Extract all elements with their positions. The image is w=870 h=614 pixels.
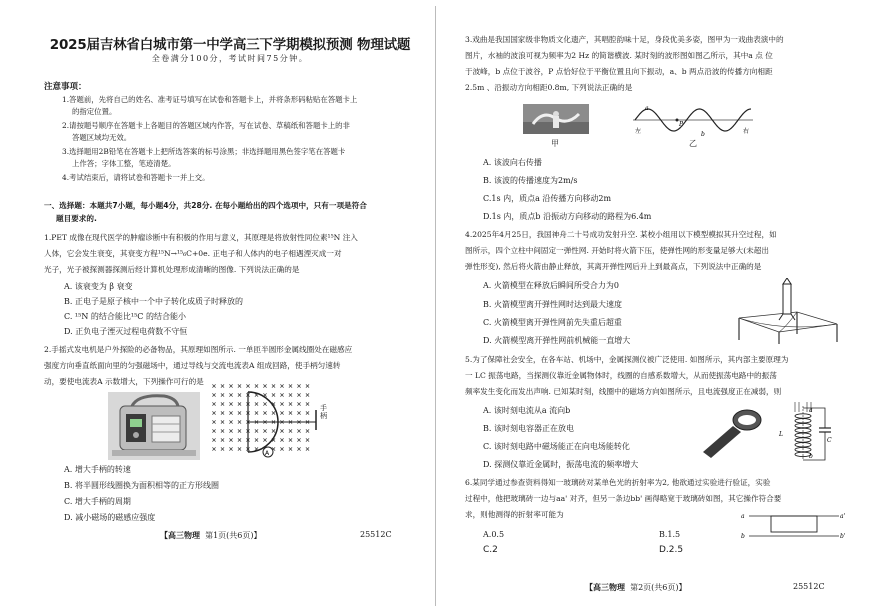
field-cross-mark	[289, 438, 292, 441]
page-2	[437, 0, 870, 614]
wave-point-a: a	[645, 105, 649, 112]
glass-block-diagram	[739, 508, 845, 544]
q4-option-c: C. 火箭模型离开弹性网前先失重后超重	[483, 318, 622, 327]
footer-code: 25512C	[360, 530, 392, 539]
q3-stem-line: 图片，水袖的波浪可视为频率为2 Hz 的简谐横波. 某时刻的波形图如图乙所示，其中a 点 位	[465, 51, 773, 60]
field-cross-mark	[212, 429, 215, 432]
footer-page: 第1页(共6页)】	[205, 531, 262, 540]
field-cross-mark	[229, 429, 232, 432]
q3-stem-line: 2.5m 、沿振动方向相距0.8m, 下列说法正确的是	[465, 83, 633, 92]
field-cross-mark	[263, 384, 266, 387]
field-cross-mark	[229, 438, 232, 441]
field-cross-mark	[238, 420, 241, 423]
field-cross-mark	[221, 447, 224, 450]
field-cross-mark	[212, 438, 215, 441]
metal-detector-photo	[699, 404, 765, 458]
field-cross-mark	[238, 384, 241, 387]
line-b-label: b	[741, 533, 745, 540]
footer-subject: 【高三物理	[585, 583, 625, 592]
opera-photo	[523, 104, 589, 134]
field-cross-mark	[238, 429, 241, 432]
handle-label: 手柄	[320, 404, 327, 420]
field-cross-mark	[297, 438, 300, 441]
field-cross-mark	[212, 411, 215, 414]
q1-stem-line: 1.PET 成像在现代医学的肿瘤诊断中有积极的作用与意义，其原理是将放射性同位素¹⁵N 注入	[44, 233, 358, 242]
q6-option-b: B.1.5	[659, 530, 681, 539]
field-cross-mark	[221, 411, 224, 414]
field-cross-mark	[229, 393, 232, 396]
field-cross-mark	[238, 393, 241, 396]
field-cross-mark	[306, 429, 309, 432]
exam-title: 2025届吉林省白城市第一中学高三下学期模拟预测 物理试题	[49, 37, 411, 53]
field-cross-mark	[289, 429, 292, 432]
q3-option-a: A. 该波向右传播	[483, 158, 542, 167]
q2-stem-line: 动，要使电流表A 示数增大，下列操作可行的是	[44, 377, 204, 386]
q5-stem-line: 一 LC 振荡电路，当探测仪靠近金属物体时，线圈的自感系数增大，从而使振荡电路中的振荡	[465, 371, 777, 380]
field-cross-mark	[229, 402, 232, 405]
figure-yi-label: 乙	[689, 139, 697, 148]
field-cross-mark	[297, 393, 300, 396]
generator-photo	[108, 392, 200, 460]
q1-option-d: D. 正负电子湮灭过程电荷数不守恒	[64, 327, 188, 336]
q5-option-b: B. 该时刻电容器正在放电	[483, 424, 574, 433]
note-line: 上作答；字体工整，笔迹清楚。	[72, 159, 176, 168]
field-cross-mark	[255, 438, 258, 441]
field-cross-mark	[272, 411, 275, 414]
field-cross-mark	[246, 384, 249, 387]
field-cross-mark	[263, 438, 266, 441]
q6-option-a: A.0.5	[483, 530, 505, 539]
field-cross-mark	[255, 402, 258, 405]
field-cross-mark	[255, 384, 258, 387]
field-cross-mark	[280, 411, 283, 414]
column-divider	[435, 6, 436, 606]
note-line: 1.答题前，先将自己的姓名、准考证号填写在试卷和答题卡上，并将条形码粘贴在答题卡上	[62, 95, 358, 104]
wave-point-b: b	[701, 131, 705, 138]
section-heading-cont: 题目要求的.	[56, 214, 97, 223]
field-cross-mark	[297, 384, 300, 387]
field-cross-mark	[297, 429, 300, 432]
q1-stem-line: 光子，光子被探测器探测后经计算机处理形成清晰的图像. 下列说法正确的是	[44, 265, 300, 274]
inductor-label: L	[779, 431, 783, 438]
footer-page: 第2页(共6页)】	[630, 583, 687, 592]
field-cross-mark	[212, 393, 215, 396]
field-cross-mark	[297, 447, 300, 450]
field-cross-mark	[238, 402, 241, 405]
field-cross-mark	[221, 402, 224, 405]
field-cross-mark	[263, 429, 266, 432]
field-cross-mark	[272, 384, 275, 387]
q6-stem-line: 求，则他测得的折射率可能为	[465, 510, 564, 519]
line-a-label: a	[741, 513, 745, 520]
note-line: 2.请按题号顺序在答题卡上各题目的答题区域内作答，写在试卷、草稿纸和答题卡上的非	[62, 121, 350, 130]
circuit-point-b: b	[809, 453, 813, 460]
q1-option-b: B. 正电子是原子核中一个中子转化成质子时释放的	[64, 297, 243, 306]
note-line: 3.选择题用2B铅笔在答题卡上把所选答案的标号涂黑；非选择题用黑色签字笔在答题卡	[62, 147, 346, 156]
field-cross-mark	[306, 384, 309, 387]
field-cross-mark	[212, 402, 215, 405]
q2-option-c: C. 增大手柄的周期	[64, 497, 131, 506]
field-cross-mark	[272, 393, 275, 396]
field-cross-mark	[289, 447, 292, 450]
wave-left-label: 左	[635, 128, 642, 135]
q3-stem-line: 3.戏曲是我国国家级非物质文化遗产，其唱腔韵味十足，身段优美多姿，图甲为一戏曲表演中的	[465, 35, 784, 44]
lc-circuit-diagram	[773, 400, 833, 466]
q6-stem-line: 过程中，他把玻璃砖一边与aa' 对齐，但另一条边bb' 画得略宽于玻璃砖如图，其它操作符合要	[465, 494, 782, 503]
field-cross-mark	[229, 411, 232, 414]
field-cross-mark	[306, 438, 309, 441]
page-footer	[585, 582, 687, 593]
field-cross-mark	[221, 384, 224, 387]
magnetic-field-diagram	[208, 380, 336, 460]
q2-stem-line: 强度方向垂直纸面向里的匀强磁场中，通过导线与交流电流表A 组成回路，使手柄匀速转	[44, 361, 341, 370]
capacitor-label: C	[827, 437, 832, 444]
field-cross-mark	[272, 429, 275, 432]
q6-stem-line: 6.某同学通过参查资料得知一玻璃砖对某单色光的折射率为2, 他欲通过实验进行验证，实验	[465, 478, 771, 487]
field-cross-mark	[280, 447, 283, 450]
field-cross-mark	[306, 447, 309, 450]
q1-stem-line: 人体，它会发生衰变，其衰变方程¹⁵N→¹⁵₆C+0e. 正电子和人体内的电子相遇湮灭成一对	[44, 249, 342, 258]
q4-option-a: A. 火箭模型在释放后瞬间所受合力为0	[483, 281, 619, 290]
q4-stem-line: 图所示，四个立柱中间固定一弹性网. 开始时将火箭下压，使弹性网的形变量足够大(未超出	[465, 246, 769, 255]
q1-option-a: A. 该衰变为 β 衰变	[64, 282, 133, 291]
circuit-point-a: a	[809, 407, 813, 414]
field-cross-mark	[221, 429, 224, 432]
field-cross-mark	[289, 411, 292, 414]
line-a2-label: a'	[840, 513, 845, 520]
q4-option-d: D. 火箭模型离开弹性网前机械能一直增大	[483, 336, 631, 345]
field-cross-mark	[212, 384, 215, 387]
field-cross-mark	[289, 402, 292, 405]
q2-stem-line: 2.手摇式发电机是户外探险的必备物品，其原理如图所示. 一单匝半圆形金属线圈处在磁感应	[44, 345, 353, 354]
field-cross-mark	[289, 384, 292, 387]
q6-option-c: C.2	[483, 545, 498, 555]
q5-option-a: A. 该时刻电流从a 流向b	[483, 406, 571, 415]
field-cross-mark	[238, 411, 241, 414]
q1-option-c: C. ¹⁵N 的结合能比¹⁵C 的结合能小	[64, 312, 186, 321]
note-line: 答题区域均无效。	[72, 133, 132, 142]
field-cross-mark	[306, 411, 309, 414]
q2-option-b: B. 将半圆形线圈换为面积相等的正方形线圈	[64, 481, 219, 490]
figure-jia-label: 甲	[551, 139, 559, 148]
field-cross-mark	[306, 393, 309, 396]
q4-stem-line: 4.2025年4月25日，我国神舟二十号成功发射升空. 某校小组用以下模型模拟其升空过程，如	[465, 230, 777, 239]
field-cross-mark	[221, 393, 224, 396]
field-cross-mark	[212, 420, 215, 423]
q5-option-d: D. 探测仪靠近金属时，振荡电流的频率增大	[483, 460, 639, 469]
q2-option-a: A. 增大手柄的转速	[64, 465, 131, 474]
field-cross-mark	[238, 438, 241, 441]
field-cross-mark	[221, 420, 224, 423]
field-cross-mark	[280, 438, 283, 441]
field-cross-mark	[255, 411, 258, 414]
q3-option-c: C.1s 内，质点a 沿传播方向移动2m	[483, 194, 612, 203]
wave-point-p: P	[679, 121, 684, 128]
note-line: 的指定位置。	[72, 107, 117, 116]
exam-subtitle: 全卷满分100分，考试时间75分钟。	[151, 54, 309, 63]
field-cross-mark	[238, 447, 241, 450]
q6-option-d: D.2.5	[659, 545, 684, 555]
q4-option-b: B. 火箭模型离开弹性网时达到最大速度	[483, 300, 622, 309]
svg-text:A: A	[265, 450, 270, 457]
q2-option-d: D. 减小磁场的磁感应强度	[64, 513, 156, 522]
field-cross-mark	[263, 402, 266, 405]
field-cross-mark	[229, 420, 232, 423]
section-heading: 一、选择题：本题共7小题，每小题4分，共28分. 在每小题给出的四个选项中，只有一项是符合	[44, 201, 367, 210]
rocket-net-diagram	[733, 278, 845, 344]
field-cross-mark	[229, 384, 232, 387]
field-cross-mark	[280, 393, 283, 396]
q5-option-c: C. 该时刻电路中磁场能正在向电场能转化	[483, 442, 630, 451]
q3-stem-line: 于波峰，b 点位于波谷，P 点恰好位于平衡位置且向下振动，a、b 两点沿波的传播方向相距	[465, 67, 773, 76]
field-cross-mark	[221, 438, 224, 441]
field-cross-mark	[289, 393, 292, 396]
q5-stem-line: 频率发生变化而发出声响. 已知某时刻，线圈中的磁场方向如图所示，且电流强度正在减弱，则	[465, 387, 782, 396]
wave-right-label: 右	[743, 128, 750, 135]
field-cross-mark	[263, 411, 266, 414]
q3-option-d: D.1s 内，质点b 沿振动方向移动的路程为6.4m	[483, 212, 652, 221]
q3-option-b: B. 该波的传播速度为2m/s	[483, 176, 578, 185]
page-footer	[160, 530, 262, 541]
wave-diagram	[629, 102, 757, 138]
q4-stem-line: 弹性形变), 然后将火箭由静止释放，其离开弹性网后升上到最高点，下列说法中正确的是	[465, 262, 762, 271]
field-cross-mark	[306, 402, 309, 405]
q5-stem-line: 5.为了保障社会安全，在各车站、机场中，金属探测仪被广泛使用. 如图所示，其内部主要原理为	[465, 355, 789, 364]
field-cross-mark	[280, 384, 283, 387]
note-line: 4.考试结束后，请将试卷和答题卡一并上交。	[62, 173, 210, 182]
field-cross-mark	[297, 402, 300, 405]
field-cross-mark	[212, 447, 215, 450]
footer-code: 25512C	[793, 582, 825, 591]
field-cross-mark	[280, 429, 283, 432]
field-cross-mark	[297, 411, 300, 414]
notes-heading: 注意事项：	[44, 82, 87, 92]
line-b2-label: b'	[840, 533, 845, 540]
footer-subject: 【高三物理	[160, 531, 200, 540]
field-cross-mark	[255, 429, 258, 432]
field-cross-mark	[229, 447, 232, 450]
field-cross-mark	[280, 402, 283, 405]
